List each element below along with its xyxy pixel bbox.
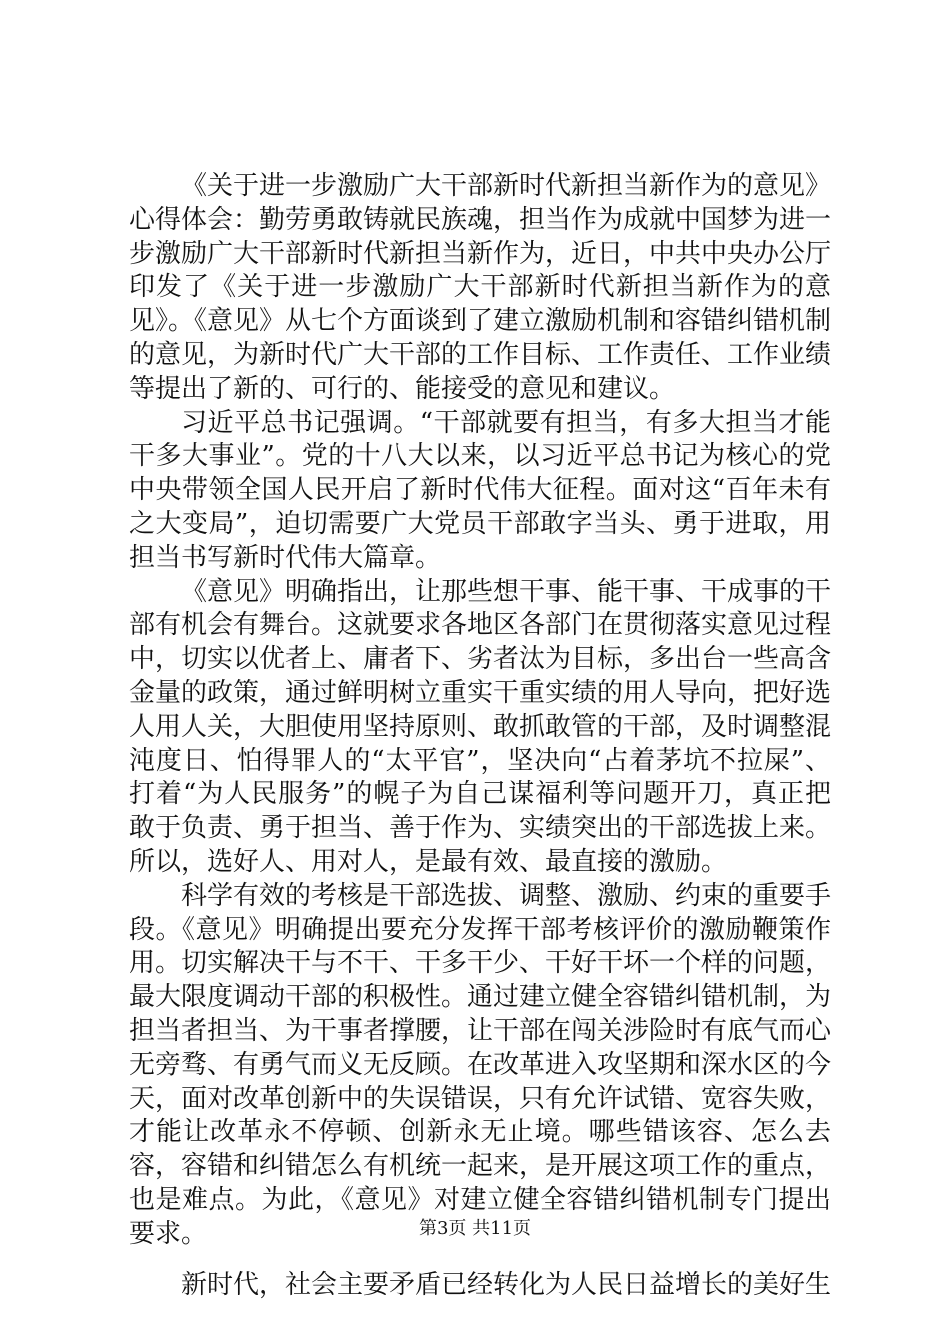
paragraph-3: 《意见》明确指出，让那些想干事、能干事、干成事的干部有机会有舞台。这就要求各地区各部门在贯彻落实意见过程中，切实以优者上、庸者下、劣者汰为目标，多出台一些高含金量的政策，通过鲜明树立重实干重实绩的用人导向，把好选人用人关，大胆使用坚持原则、敢抓敢管的干部，及时调整混沌度日、怕得罪人的“太平官”，坚决向“占着茅坑不拉屎”、打着“为人民服务”的幌子为自己谋福利等问题开刀，真正把敢于负责、勇于担当、善于作为、实绩突出的干部选拔上来。所以，选好人、用对人，是最有效、最直接的激励。 — [129, 576, 832, 877]
paragraph-1: 《关于进一步激励广大干部新时代新担当新作为的意见》心得体会：勤劳勇敢铸就民族魂，担当作为成就中国梦为进一步激励广大干部新时代新担当新作为，近日，中共中央办公厅印发了《关于进一步激励广大干部新时代新担当新作为的意见》。《意见》从七个方面谈到了建立激励机制和容错纠错机制的意见，为新时代广大干部的工作目标、工作责任、工作业绩等提出了新的、可行的、能接受的意见和建议。 — [129, 171, 832, 404]
page-footer: 第3页 共11页 — [418, 1218, 532, 1239]
paragraph-4: 科学有效的考核是干部选拔、调整、激励、约束的重要手段。《意见》明确提出要充分发挥干部考核评价的激励鞭策作用。切实解决干与不干、干多干少、干好干坏一个样的问题，最大限度调动干部的积极性。通过建立健全容错纠错机制，为担当者担当、为干事者撑腰，让干部在闯关涉险时有底气而心无旁骛、有勇气而义无反顾。在改革进入攻坚期和深水区的今天，面对改革创新中的失误错误，只有允许试错、宽容失败，才能让改革永不停顿、创新永无止境。哪些错该容、怎么去容，容错和纠错怎么有机统一起来，是开展这项工作的重点，也是难点。为此，《意见》对建立健全容错纠错机制专门提出要求。 — [129, 880, 832, 1249]
paragraph-2: 习近平总书记强调。“干部就要有担当，有多大担当才能干多大事业”。党的十八大以来，以习近平总书记为核心的党中央带领全国人民开启了新时代伟大征程。面对这“百年未有之大变局”，迫切需要广大党员干部敢字当头、勇于进取，用担当书写新时代伟大篇章。 — [129, 407, 831, 573]
paragraph-5: 新时代，社会主要矛盾已经转化为人民日益增长的美好生 — [181, 1269, 832, 1300]
document-body — [129, 170, 831, 1302]
